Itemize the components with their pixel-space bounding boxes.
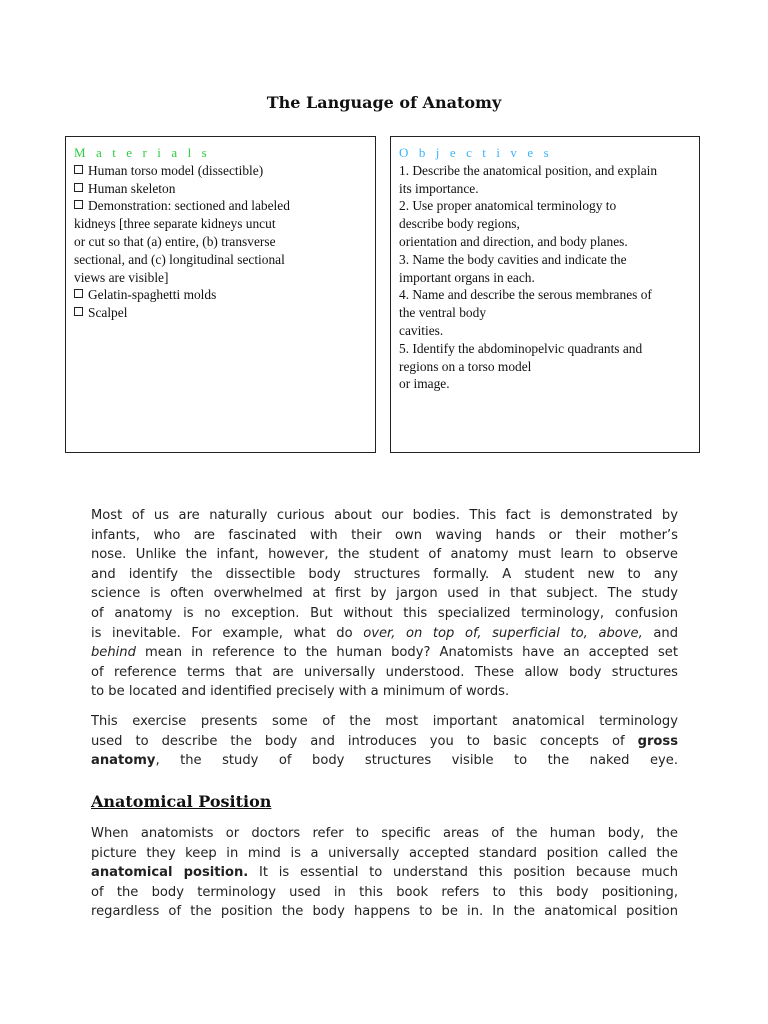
paragraph-line: regardless of the position the body happens to be in. In the anatomical position bbox=[91, 904, 678, 920]
objective-line: 3. Name the body cavities and indicate the bbox=[399, 251, 627, 267]
materials-item-continued: kidneys [three separate kidneys uncut bbox=[74, 216, 276, 232]
checkbox-icon bbox=[74, 165, 83, 174]
objective-line: describe body regions, bbox=[399, 216, 520, 232]
objective-line: important organs in each. bbox=[399, 269, 535, 285]
materials-item: Human skeleton bbox=[74, 180, 367, 198]
anatomical-position-paragraph bbox=[91, 824, 678, 922]
objective-line: its importance. bbox=[399, 180, 479, 196]
paragraph-line: of the body terminology used in this book refers to this body positioning, bbox=[91, 884, 678, 900]
paragraph-line: anatomical position. It is essential to understand this position because much bbox=[91, 865, 679, 881]
paragraph-line: This exercise presents some of the most important anatomical terminology bbox=[91, 714, 678, 729]
materials-item: Human torso model (dissectible) bbox=[74, 162, 367, 180]
objective-line: 2. Use proper anatomical terminology to bbox=[399, 198, 617, 214]
section-heading: Anatomical Position bbox=[91, 792, 272, 811]
paragraph-line: and identify the dissectible body structures formally. A student new to any bbox=[91, 566, 678, 582]
paragraph-line: of anatomy is no exception. But without this specialized terminology, confusion bbox=[91, 605, 678, 621]
objective-line: regions on a torso model bbox=[399, 358, 532, 374]
checkbox-icon bbox=[74, 289, 83, 298]
paragraph-line: Most of us are naturally curious about our bodies. This fact is demonstrated by bbox=[91, 508, 678, 523]
objective-line: 5. Identify the abdominopelvic quadrants and bbox=[399, 340, 643, 356]
paragraph-line: science is often overwhelmed at first by jargon used in that subject. The study bbox=[91, 586, 678, 602]
paragraph-line: behind mean in reference to the human body? Anatomists have an accepted set bbox=[91, 645, 678, 661]
objectives-heading: O b j e c t i v e s bbox=[399, 145, 553, 160]
objective-line: cavities. bbox=[399, 322, 444, 338]
paragraph-line: is inevitable. For example, what do over, on top of, superficial to, above, and bbox=[91, 625, 678, 641]
materials-heading: M a t e r i a l s bbox=[74, 145, 211, 160]
checkbox-icon bbox=[74, 307, 83, 316]
intro-paragraph bbox=[91, 506, 678, 702]
exercise-paragraph bbox=[91, 712, 678, 771]
paragraph-line: anatomy, the study of body structures visible to the naked eye. bbox=[91, 753, 678, 769]
materials-item-continued: or cut so that (a) entire, (b) transverse bbox=[74, 233, 276, 249]
materials-item: Scalpel bbox=[74, 304, 367, 322]
paragraph-line: to be located and identified precisely with a minimum of words. bbox=[91, 684, 510, 700]
materials-item-continued: views are visible] bbox=[74, 269, 169, 285]
paragraph-line: When anatomists or doctors refer to specific areas of the human body, the bbox=[91, 826, 678, 841]
objectives-box bbox=[390, 136, 700, 453]
materials-item: Gelatin-spaghetti molds bbox=[74, 286, 367, 304]
paragraph-line: nose. Unlike the infant, however, the student of anatomy must learn to observe bbox=[91, 547, 678, 563]
objective-line: orientation and direction, and body planes. bbox=[399, 233, 628, 249]
checkbox-icon bbox=[74, 200, 83, 209]
paragraph-line: of reference terms that are universally understood. These allow body structures bbox=[91, 664, 678, 680]
materials-item: Demonstration: sectioned and labeled bbox=[74, 197, 367, 215]
objective-line: 1. Describe the anatomical position, and explain bbox=[399, 162, 658, 178]
checkbox-icon bbox=[74, 183, 83, 192]
objective-line: 4. Name and describe the serous membranes of bbox=[399, 287, 652, 303]
paragraph-line: used to describe the body and introduces you to basic concepts of gross bbox=[91, 733, 678, 749]
materials-item-continued: sectional, and (c) longitudinal sectional bbox=[74, 251, 285, 267]
objective-line: the ventral body bbox=[399, 305, 487, 321]
materials-box bbox=[65, 136, 376, 453]
page-title: The Language of Anatomy bbox=[266, 93, 502, 112]
paragraph-line: infants, who are fascinated with their own waving hands or their mother’s bbox=[91, 527, 678, 543]
objective-line: or image. bbox=[399, 376, 450, 392]
paragraph-line: picture they keep in mind is a universally accepted standard position called the bbox=[91, 845, 678, 861]
